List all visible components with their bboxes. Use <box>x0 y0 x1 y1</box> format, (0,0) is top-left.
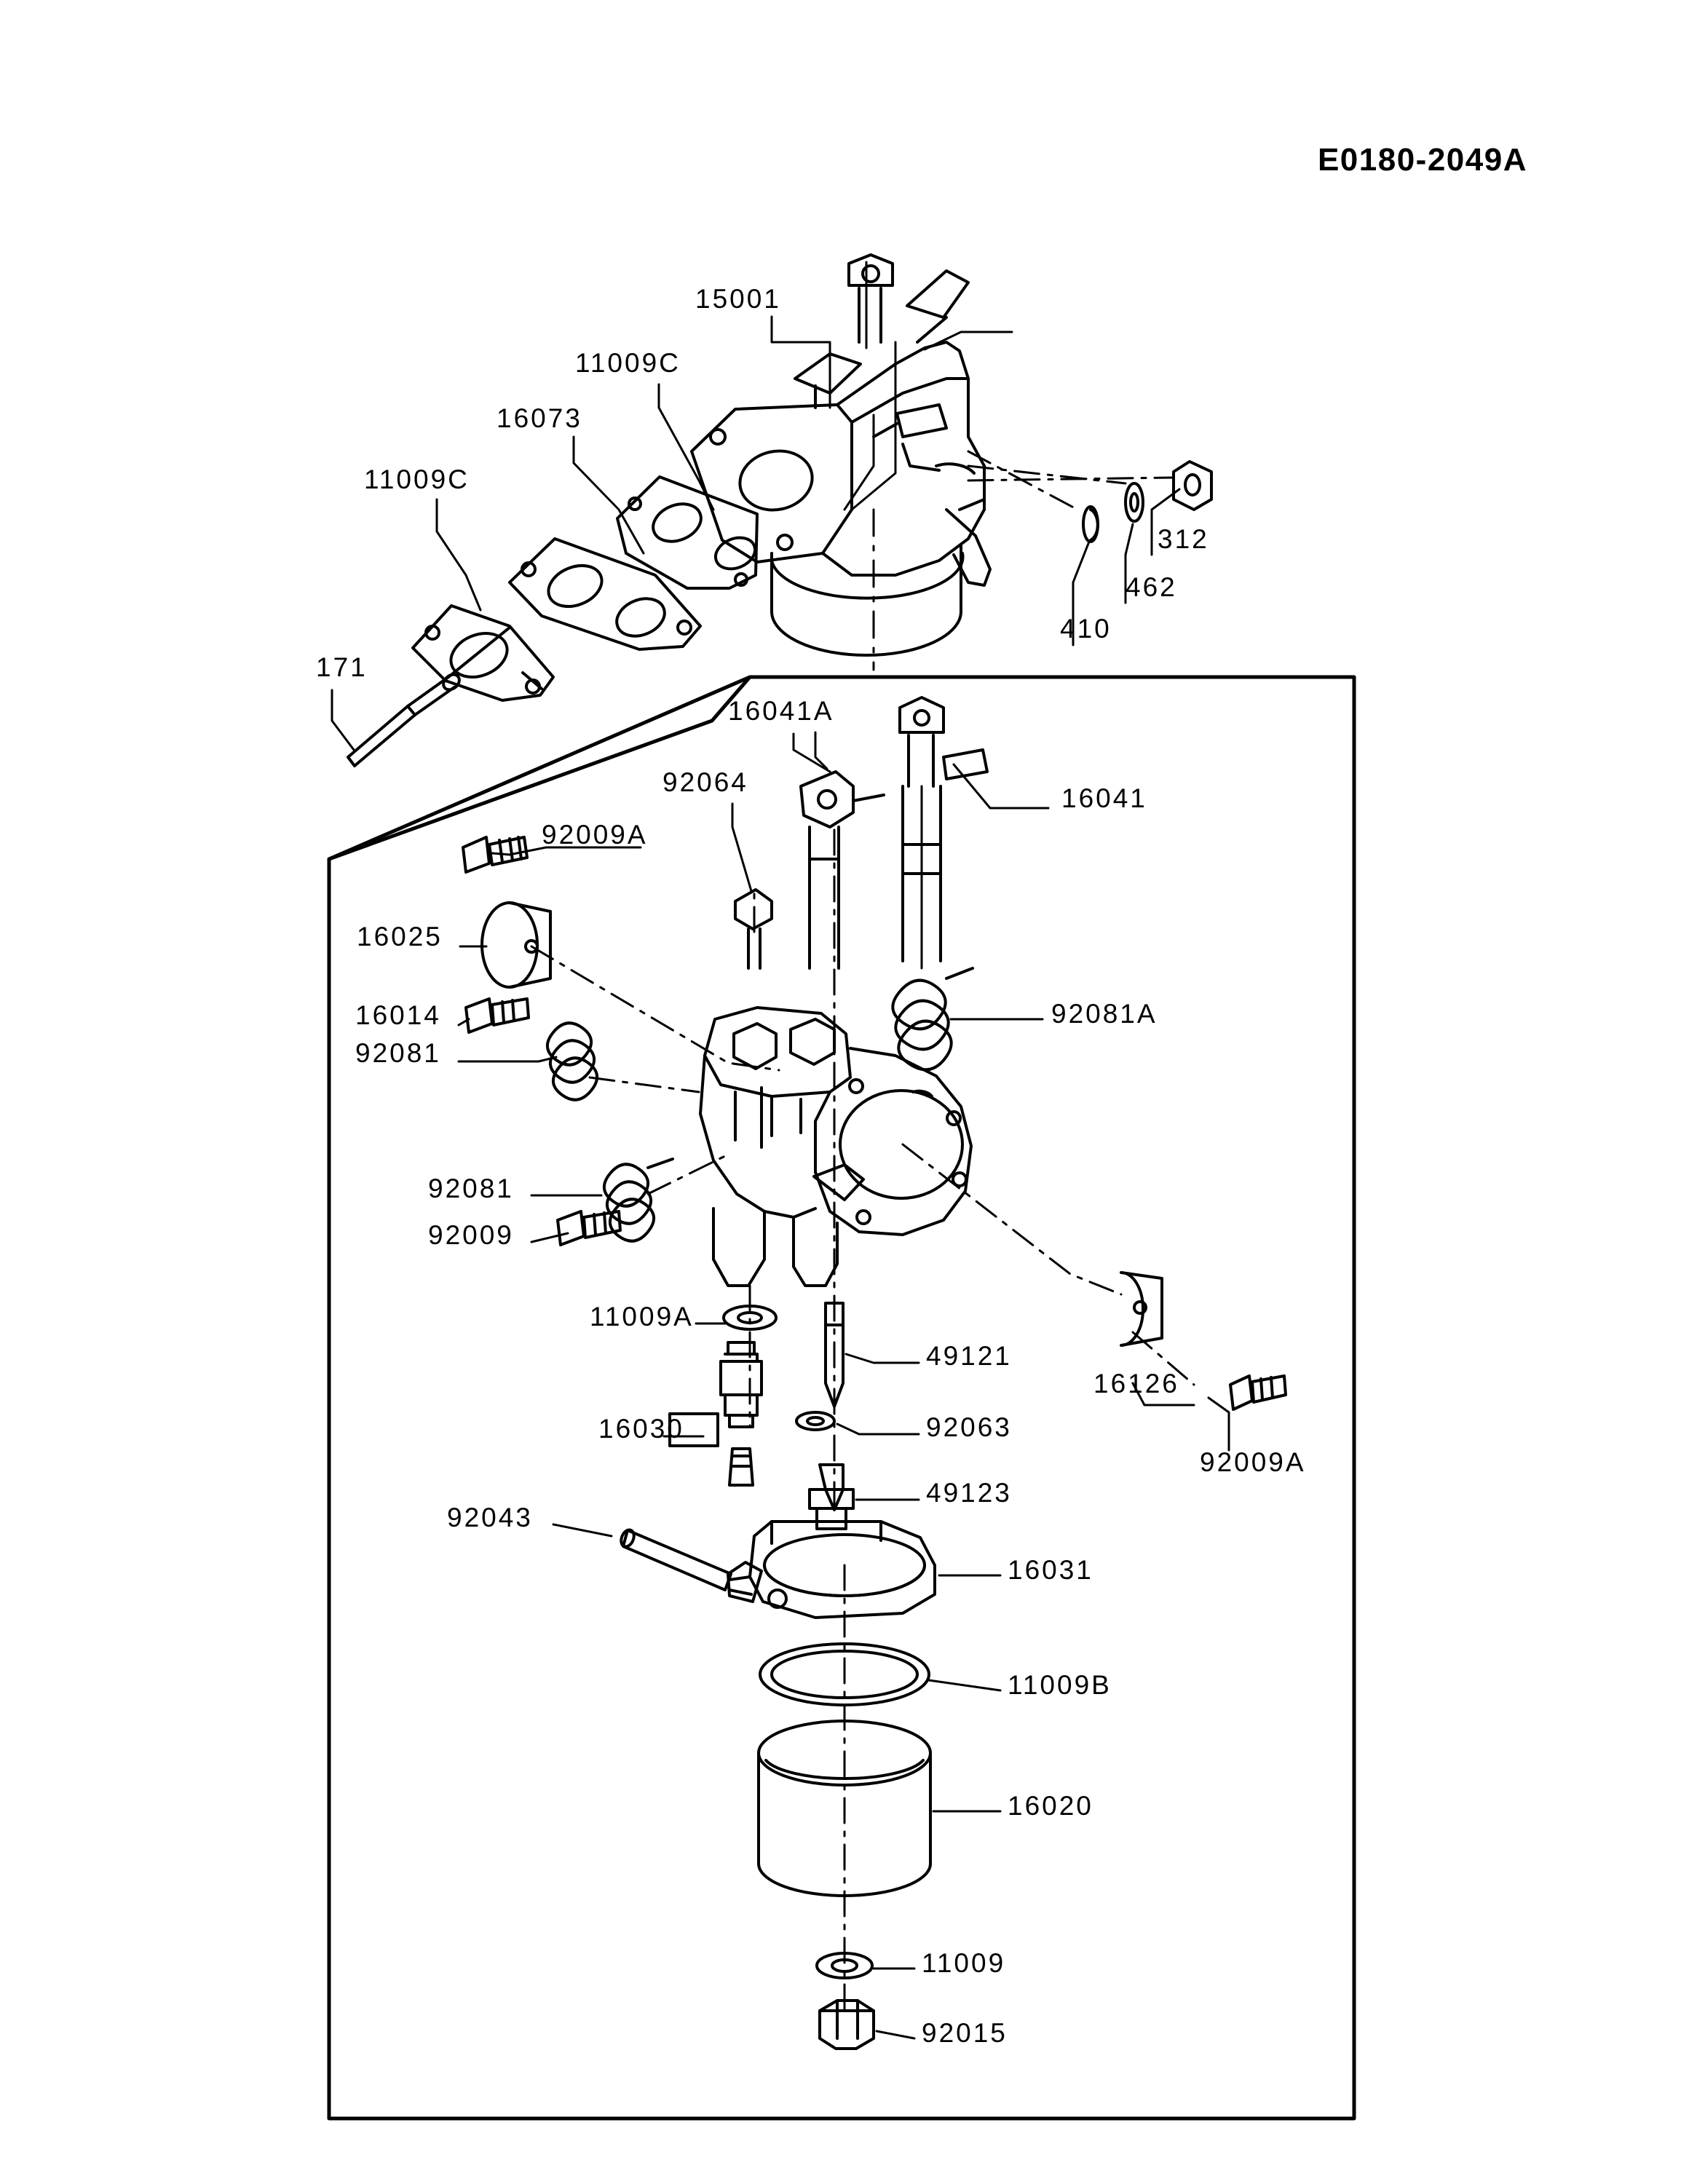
part-label-49123: 49123 <box>926 1478 1012 1508</box>
part-label-92015: 92015 <box>922 2018 1008 2048</box>
part-label-16041: 16041 <box>1061 783 1147 813</box>
part-label-16020: 16020 <box>1008 1791 1093 1821</box>
part-label-462: 462 <box>1126 572 1177 602</box>
part-label-16041a: 16041A <box>728 696 834 726</box>
part-label-171: 171 <box>316 652 368 682</box>
part-label-11009c-upper: 11009C <box>575 348 681 378</box>
part-label-16025: 16025 <box>357 922 443 951</box>
part-label-11009: 11009 <box>922 1948 1006 1978</box>
part-label-312: 312 <box>1158 524 1209 554</box>
part-label-15001: 15001 <box>695 284 781 314</box>
part-label-92043: 92043 <box>447 1503 533 1532</box>
part-label-92063: 92063 <box>926 1412 1012 1442</box>
part-label-92081-lower: 92081 <box>428 1174 514 1203</box>
part-label-92081a: 92081A <box>1051 999 1158 1029</box>
drawing-code: E0180-2049A <box>1317 142 1527 178</box>
part-label-11009a: 11009A <box>590 1302 694 1332</box>
part-label-410: 410 <box>1060 614 1112 644</box>
part-label-16126: 16126 <box>1093 1369 1179 1398</box>
part-label-11009c-left: 11009C <box>364 464 470 494</box>
part-label-92009a-top: 92009A <box>542 820 648 850</box>
part-label-11009b: 11009B <box>1008 1670 1112 1700</box>
part-label-92081-upper: 92081 <box>355 1038 441 1068</box>
part-label-92009a-bottom: 92009A <box>1200 1447 1306 1477</box>
part-label-92009: 92009 <box>428 1220 514 1250</box>
part-label-92064: 92064 <box>662 767 748 797</box>
part-label-16030: 16030 <box>598 1414 684 1444</box>
part-label-16073: 16073 <box>497 403 582 433</box>
part-label-16014: 16014 <box>355 1000 441 1030</box>
part-label-16031: 16031 <box>1008 1555 1093 1585</box>
part-label-49121: 49121 <box>926 1341 1012 1371</box>
